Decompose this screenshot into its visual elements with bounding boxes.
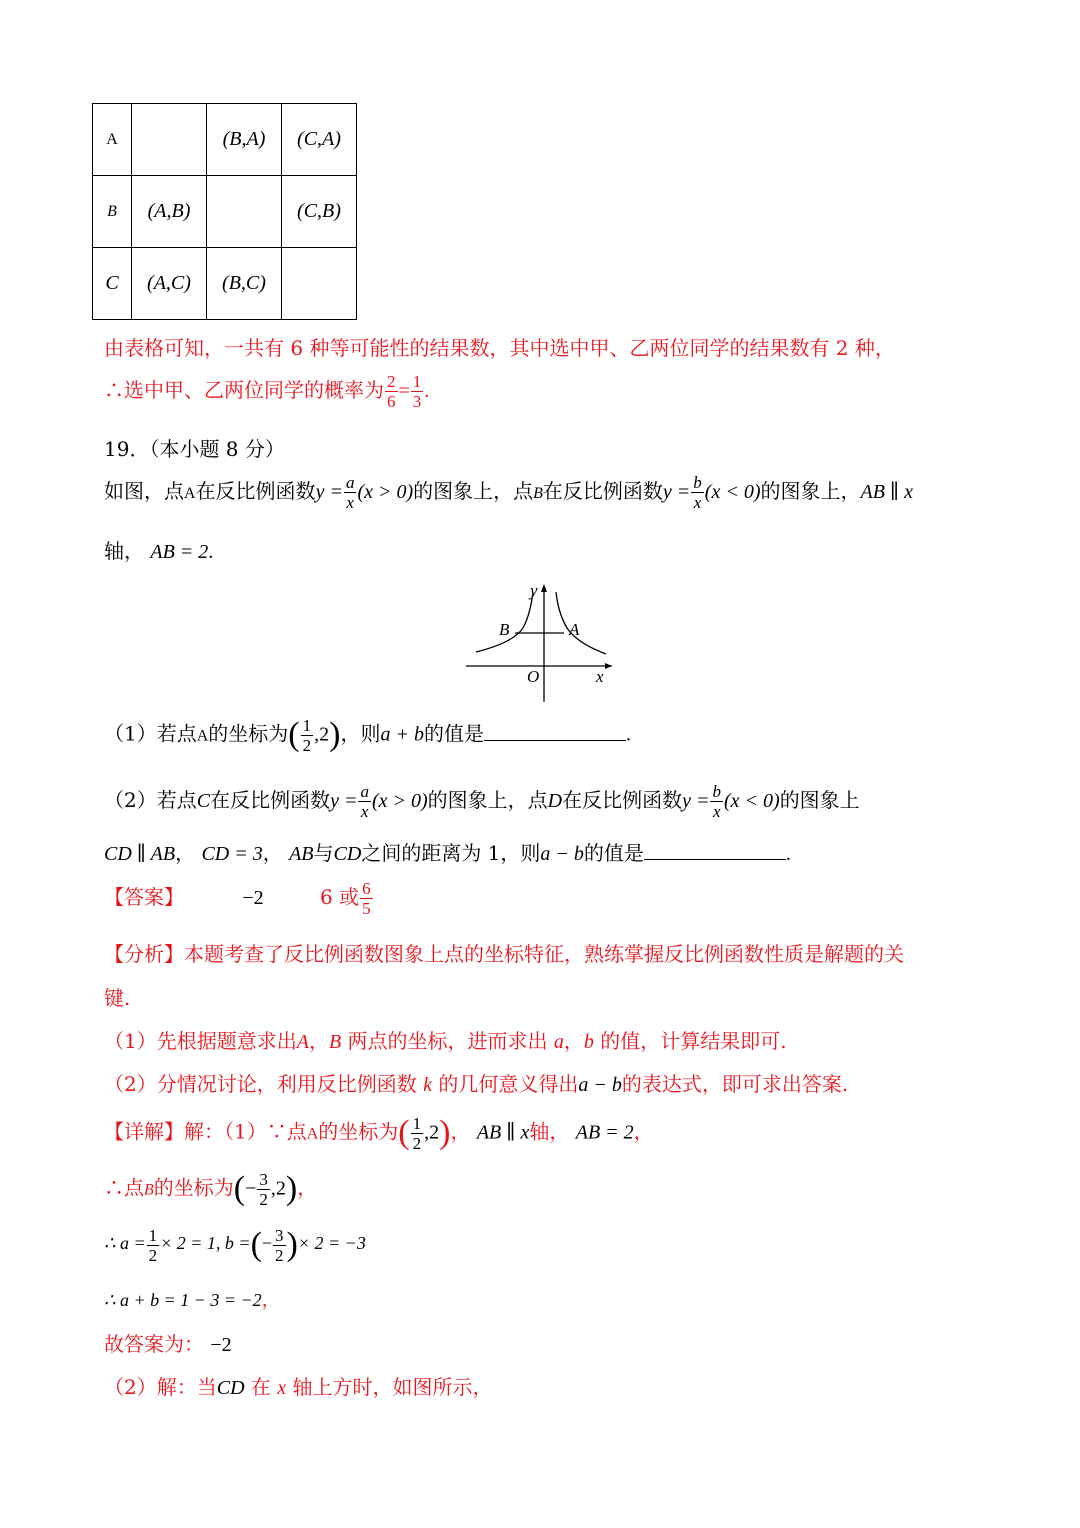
hyperbola-figure <box>460 578 620 704</box>
table-row <box>93 248 357 320</box>
table-cell <box>132 104 207 176</box>
detail-line-2: ∴点B的坐标为(− $\frac{3}{2}$ ,2)， <box>104 1169 318 1209</box>
right-hyperbola-branch <box>556 592 606 654</box>
table-row-header: C <box>93 248 132 320</box>
subquestion-2-cont: CD ∥ AB， CD = 3， AB与CD之间的距离为 1，则a − b的值是 . <box>104 841 791 865</box>
calc-line-1: ∴ a = $\frac{1}{2}$ × 2 = 1, b =(− $\frac{3}{2}$ )× 2 = −3 <box>104 1225 366 1265</box>
fraction: $\frac{2}{6}$ <box>387 372 396 411</box>
summary-line <box>104 332 895 361</box>
table-cell: (A,B) <box>132 176 207 248</box>
fraction: $\frac{a}{x}$ <box>360 782 369 821</box>
fraction: $\frac{b}{x}$ <box>712 782 721 821</box>
probability-text: ∴选中甲、乙两位同学的概率为 <box>104 378 384 402</box>
subquestion-2: （2）若点C在反比例函数y = $\frac{a}{x}$ (x > 0)的图象上，点D在反比例函数y = $\frac{b}{x}$ (x < 0)的图象上 <box>104 782 860 821</box>
analysis-line-1: 【分析】本题考查了反比例函数图象上点的坐标特征，熟练掌握反比例函数性质是解题的关 <box>104 942 904 966</box>
fraction: $\frac{3}{2}$ <box>259 1169 268 1209</box>
table-cell: (B,A) <box>207 104 282 176</box>
fraction: $\frac{b}{x}$ <box>693 473 702 512</box>
fraction: $\frac{1}{2}$ <box>412 1113 422 1153</box>
y-axis-arrow <box>541 584 547 592</box>
table-row <box>93 176 357 248</box>
table-row <box>93 104 357 176</box>
table-row-header: A <box>93 104 132 176</box>
table-cell <box>207 176 282 248</box>
answer-line <box>104 880 374 917</box>
analysis-line-3: （1）先根据题意求出A，B 两点的坐标，进而求出 a，b 的值，计算结果即可. <box>104 1029 787 1053</box>
table-cell: (A,C) <box>132 248 207 320</box>
table-cell: (B,C) <box>207 248 282 320</box>
table-cell: (C,A) <box>282 104 357 176</box>
label-A: A <box>569 620 580 639</box>
fraction: $\frac{3}{2}$ <box>275 1225 284 1265</box>
table-cell: (C,B) <box>282 176 357 248</box>
answer-value-1: −2 <box>242 887 264 909</box>
fraction: $\frac{6}{5}$ <box>362 879 371 918</box>
table-row-header: B <box>93 176 132 248</box>
answer-label: 【答案】 <box>104 885 184 909</box>
table-cell <box>282 248 357 320</box>
fraction: $\frac{1}{3}$ <box>412 372 422 411</box>
question-intro-cont: 轴， AB = 2. <box>104 539 214 563</box>
calc-line-2: ∴ a + b = 1 − 3 = −2， <box>104 1290 280 1311</box>
label-B: B <box>499 620 510 639</box>
answer-blank[interactable] <box>644 858 786 860</box>
answer-is-line: 故答案为： −2 <box>104 1332 232 1356</box>
analysis-line-4: （2）分情况讨论，利用反比例函数 k 的几何意义得出a − b的表达式，即可求出答案. <box>104 1072 849 1096</box>
label-x: x <box>596 667 604 686</box>
analysis-line-2: 键. <box>104 986 131 1010</box>
part-2-line: （2）解：当CD 在 x 轴上方时，如图所示， <box>104 1375 493 1399</box>
fraction: $\frac{1}{2}$ <box>302 715 312 755</box>
probability-line: ∴选中甲、乙两位同学的概率为 $\frac{2}{6}$ = $\frac{1}{3}$ . <box>104 372 430 411</box>
fraction: $\frac{a}{x}$ <box>345 473 355 512</box>
outcome-table <box>92 103 357 320</box>
summary-text: 由表格可知，一共有 6 种等可能性的结果数，其中选中甲、乙两位同学的结果数有 2 种， <box>104 336 895 360</box>
question-intro: 如图，点A在反比例函数y = $\frac{a}{x}$ (x > 0)的图象上，点B在反比例函数y = $\frac{b}{x}$ (x < 0)的图象上，AB ∥ x <box>104 473 914 512</box>
question-header: 19．（本小题 8 分） <box>104 437 285 461</box>
subquestion-1: （1）若点A的坐标为( $\frac{1}{2}$ ,2)，则a + b的值是 . <box>104 715 631 755</box>
detail-line-1: 【详解】解：（1）∵点A的坐标为( $\frac{1}{2}$ ,2)， AB ∥ x轴， AB = 2， <box>104 1113 654 1153</box>
fraction: $\frac{1}{2}$ <box>148 1225 158 1265</box>
label-O: O <box>527 667 540 686</box>
x-axis-arrow <box>605 663 612 669</box>
answer-blank[interactable] <box>484 739 626 741</box>
label-y: y <box>530 581 538 600</box>
answer-value-2: 6 或 <box>320 885 360 909</box>
